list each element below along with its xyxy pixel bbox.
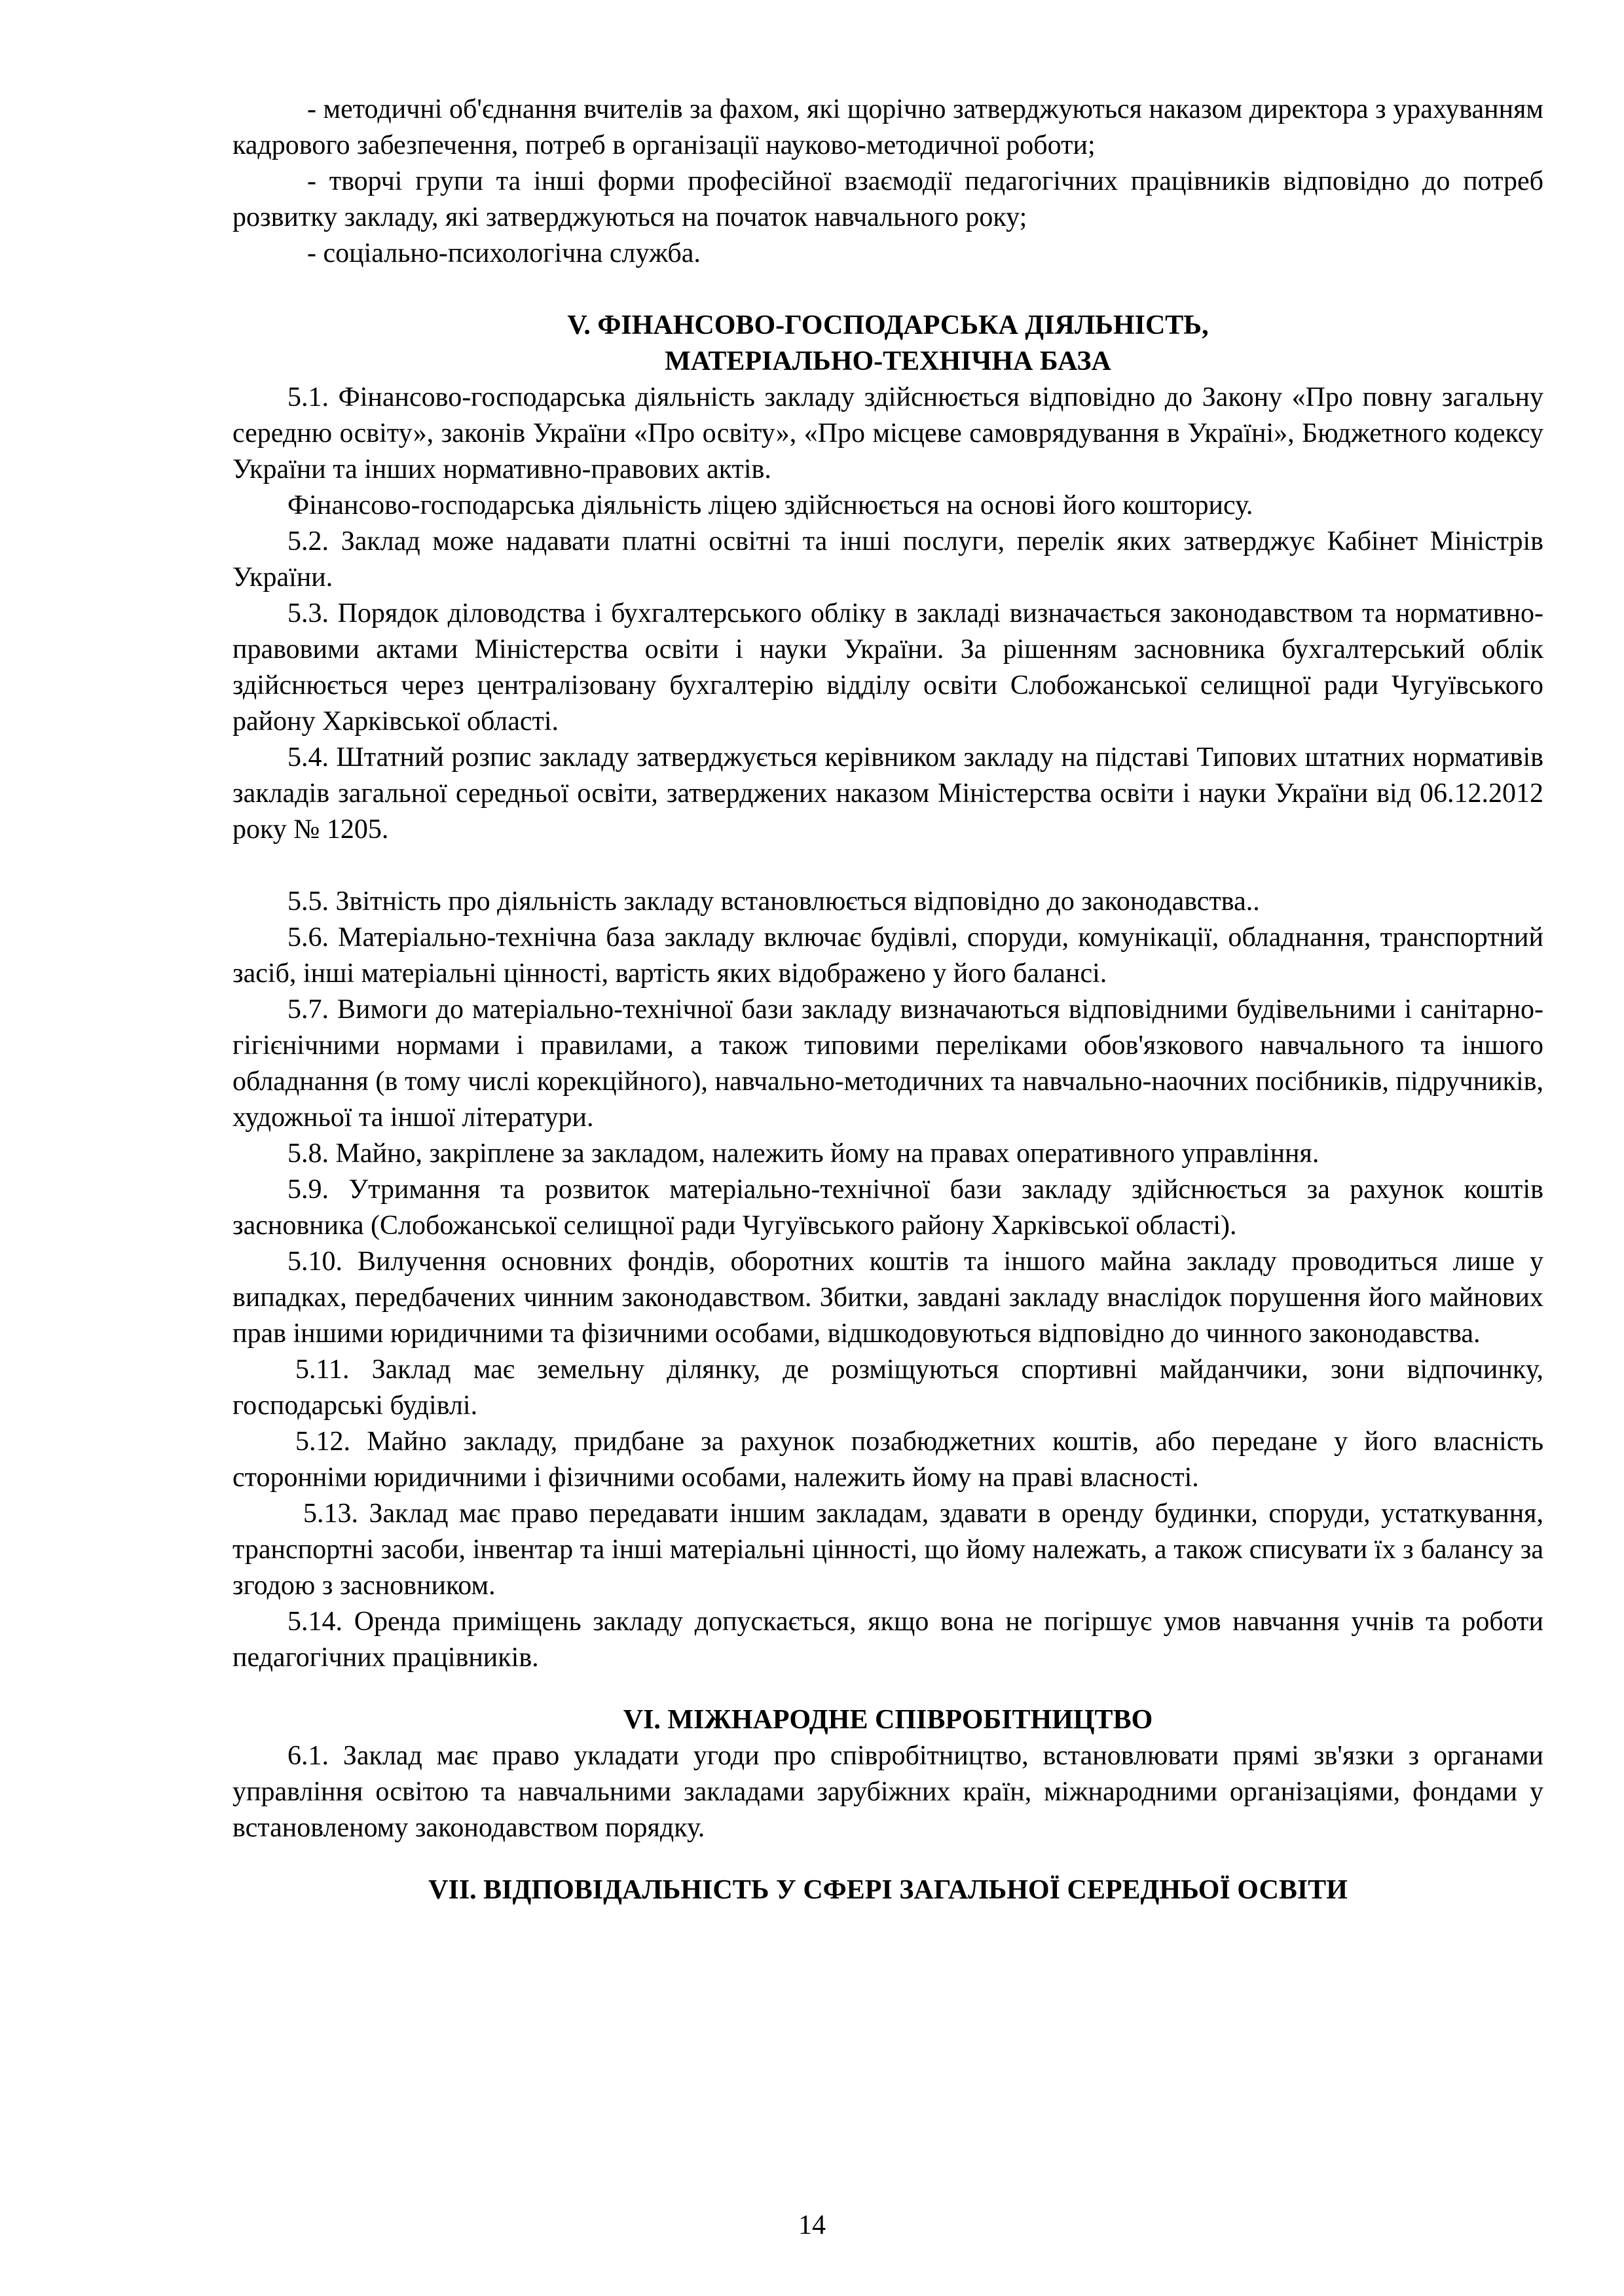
paragraph-5-6: 5.6. Матеріально-технічна база закладу включає будівлі, споруди, комунікації, обладнання, транспортний засіб, інші матеріальні цінності, вартість яких відображено у його балансі. [232,922,1543,989]
paragraph-5-5: 5.5. Звітність про діяльність закладу встановлюється відповідно до законодавства.. [287,886,1260,917]
section7-heading: VII. ВІДПОВІДАЛЬНІСТЬ У СФЕРІ ЗАГАЛЬНОЇ СЕРЕДНЬОЇ ОСВІТИ [428,1875,1348,1905]
list-item-creative-groups: - творчі групи та інші форми професійної взаємодії педагогічних працівників відповідно до потреб розвитку закладу, які затверджуються на початок навчального року; [232,166,1543,232]
list-item-social-service: - соціально-психологічна служба. [307,238,701,268]
paragraph-5-13: 5.13. Заклад має право передавати іншим закладам, здавати в оренду будинки, споруди, устаткування, транспортні засоби, інвентар та інші матеріальні цінності, що йому належать, а також списувати їх з балансу за згодою з засновником. [232,1499,1543,1601]
paragraph-5-1: 5.1. Фінансово-господарська діяльність закладу здійснюється відповідно до Закону «Про повну загальну середню освіту», законів України «Про освіту», «Про місцеве самоврядування в Україні», Бюджетного кодексу України та інших нормативно-правових актів. [232,382,1543,484]
paragraph-5-9: 5.9. Утримання та розвиток матеріально-технічної бази закладу здійснюється за рахунок коштів засновника (Слобожанської селищної ради Чугуївського району Харківської області). [232,1175,1543,1241]
paragraph-5-7: 5.7. Вимоги до матеріально-технічної бази закладу визначаються відповідними будівельними і санітарно-гігієнічними нормами і правилами, а також типовими переліками обов'язкового навчального та іншого обладнання (в тому числі корекційного), навчально-методичних та навчально-наочних посібників, підручників, художньої та іншої літератури. [232,994,1543,1133]
page-number: 14 [798,2210,826,2240]
paragraph-5-4: 5.4. Штатний розпис закладу затверджується керівником закладу на підставі Типових штатних нормативів закладів загальної середньої освіти, затверджених наказом Міністерства освіти і науки України від 06.12.2012 року № 1205. [232,742,1543,845]
section5-heading-line2: МАТЕРІАЛЬНО-ТЕХНІЧНА БАЗА [665,346,1111,376]
paragraph-5-10: 5.10. Вилучення основних фондів, оборотних коштів та іншого майна закладу проводиться лише у випадках, передбачених чинним законодавством. Збитки, завдані закладу внаслідок порушення його майнових прав іншими юридичними та фізичними особами, відшкодовуються відповідно до чинного законодавства. [232,1247,1543,1349]
paragraph-5-12: 5.12. Майно закладу, придбане за рахунок позабюджетних коштів, або передане у його власність сторонніми юридичними і фізичними особами, належить йому на праві власності. [232,1427,1543,1493]
section5-heading-line1: V. ФІНАНСОВО-ГОСПОДАРСЬКА ДІЯЛЬНІСТЬ, [567,310,1209,340]
spacer [232,848,1543,884]
paragraph-5-1b: Фінансово-господарська діяльність ліцею здійснюється на основі його кошторису. [287,490,1253,520]
list-item-methodical-associations: - методичні об'єднання вчителів за фахом, які щорічно затверджуються наказом директора з урахуванням кадрового забезпечення, потреб в організації науково-методичної роботи; [232,94,1543,160]
paragraph-5-3: 5.3. Порядок діловодства і бухгалтерського обліку в закладі визначається законодавством та нормативно-правовими актами Міністерства освіти і науки України. За рішенням засновника бухгалтерський облік здійснюється через централізовану бухгалтерію відділу освіти Слобожанської селищної ради Чугуївського району Харківської області. [232,598,1543,737]
paragraph-5-2: 5.2. Заклад може надавати платні освітні та інші послуги, перелік яких затверджує Кабінет Міністрів України. [232,526,1543,592]
spacer [232,1676,1543,1702]
section6-heading: VI. МІЖНАРОДНЕ СПІВРОБІТНИЦТВО [623,1705,1153,1735]
paragraph-5-14: 5.14. Оренда приміщень закладу допускається, якщо вона не погіршує умов навчання учнів та роботи педагогічних працівників. [232,1607,1543,1673]
paragraph-6-1: 6.1. Заклад має право укладати угоди про співробітництво, встановлювати прямі зв'язки з органами управління освітою та навчальними закладами зарубіжних країн, міжнародними організаціями, фондами у встановленому законодавством порядку. [232,1741,1543,1843]
paragraph-5-8: 5.8. Майно, закріплене за закладом, належить йому на правах оперативного управління. [287,1139,1320,1169]
spacer [232,1846,1543,1872]
paragraph-5-11: 5.11. Заклад має земельну ділянку, де розміщуються спортивні майданчики, зони відпочинку, господарські будівлі. [232,1355,1543,1421]
spacer [232,272,1543,308]
document-page [232,92,1543,1908]
